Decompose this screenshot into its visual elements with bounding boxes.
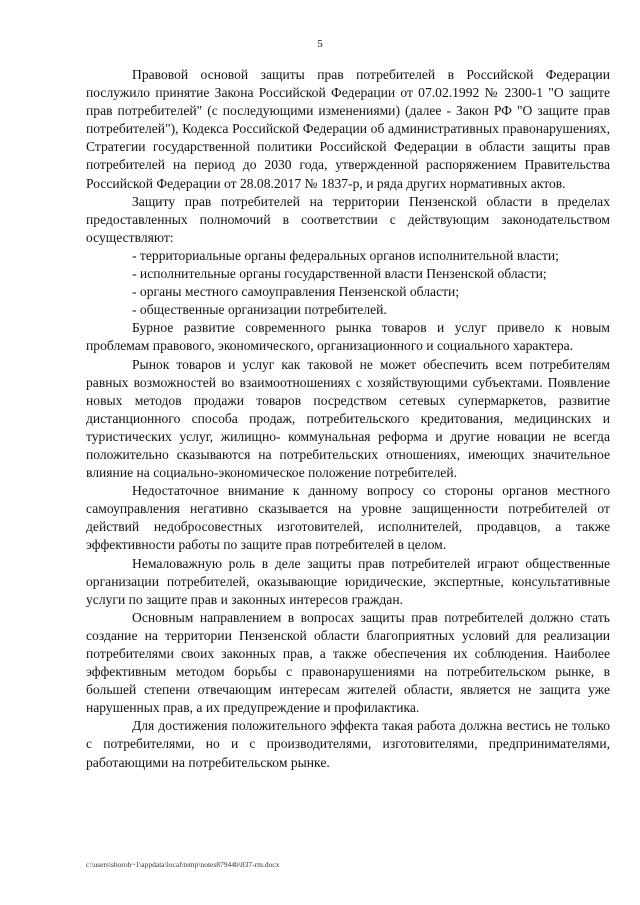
list-item: - общественные организации потребителей. bbox=[132, 302, 387, 318]
list-item: - территориальные органы федеральных органов исполнительной власти; bbox=[132, 247, 559, 263]
page-number: 5 bbox=[317, 38, 323, 50]
paragraph: Рынок товаров и услуг как таковой не может обеспечить всем потребителям равных возможностей во взаимоотношениях с хозяйствующими субъектами. Появление новых методов продажи товаров посредством сетевых супермаркетов, развитие дистанционного способа продаж, потребительского кредитования, медицинских и туристических услуг, жилищно- коммунальная реформа и другие новации не всегда положительно сказываются на потребительских отношениях, имеющих значительное влияние на социально-экономическое положение потребителей. bbox=[86, 356, 610, 481]
paragraph: Бурное развитие современного рынка товаров и услуг привело к новым проблемам правового, экономического, организационного и социального характера. bbox=[86, 320, 610, 354]
paragraph: Немаловажную роль в деле защиты прав потребителей играют общественные организации потребителей, оказывающие юридические, экспертные, консультативные услуги по защите прав и законных интересов граждан. bbox=[86, 555, 610, 607]
paragraph: Защиту прав потребителей на территории Пензенской области в пределах предоставленных полномочий в соответствии с действующим законодательством осуществляют: bbox=[86, 193, 610, 245]
list-item: - исполнительные органы государственной власти Пензенской области; bbox=[132, 266, 547, 282]
paragraph: Основным направлением в вопросах защиты прав потребителей должно стать создание на территории Пензенской области благоприятных условий для реализации потребителями своих законных прав, а также обеспечения их соблюдения. Наиболее эффективным методом борьбы с правонарушениями на потребительском рынке, в большей степени отвечающим интересам жителей области, является не защита уже нарушенных прав, а их предупреждение и профилактика. bbox=[86, 609, 610, 716]
paragraph: Для достижения положительного эффекта такая работа должна вестись не только с потребителями, но и с производителями, изготовителями, предпринимателями, работающими на потребительском рынке. bbox=[86, 718, 610, 770]
paragraph: Недостаточное внимание к данному вопросу со стороны органов местного самоуправления негативно сказывается на уровне защищенности потребителей от действий недобросовестных изготовителей, исполнителей, продавцов, а также эффективности работы по защите прав потребителей в целом. bbox=[86, 483, 610, 553]
list-item: - органы местного самоуправления Пензенской области; bbox=[132, 284, 460, 300]
document-body bbox=[86, 66, 610, 772]
footer-file-path: c:\users\shoroh~1\appdata\local\temp\notes87944b\837-rm.docx bbox=[86, 860, 280, 869]
paragraph: Правовой основой защиты прав потребителей в Российской Федерации послужило принятие Закона Российской Федерации от 07.02.1992 № 2300-1 "О защите прав потребителей" (с последующими изменениями) (далее - Закон РФ "О защите прав потребителей"), Кодекса Российской Федерации об административных правонарушениях, Стратегии государственной политики Российской Федерации в области защиты прав потребителей на период до 2030 года, утвержденной распоряжением Правительства Российской Федерации от 28.08.2017 № 1837-р, и ряда других нормативных актов. bbox=[86, 67, 610, 191]
